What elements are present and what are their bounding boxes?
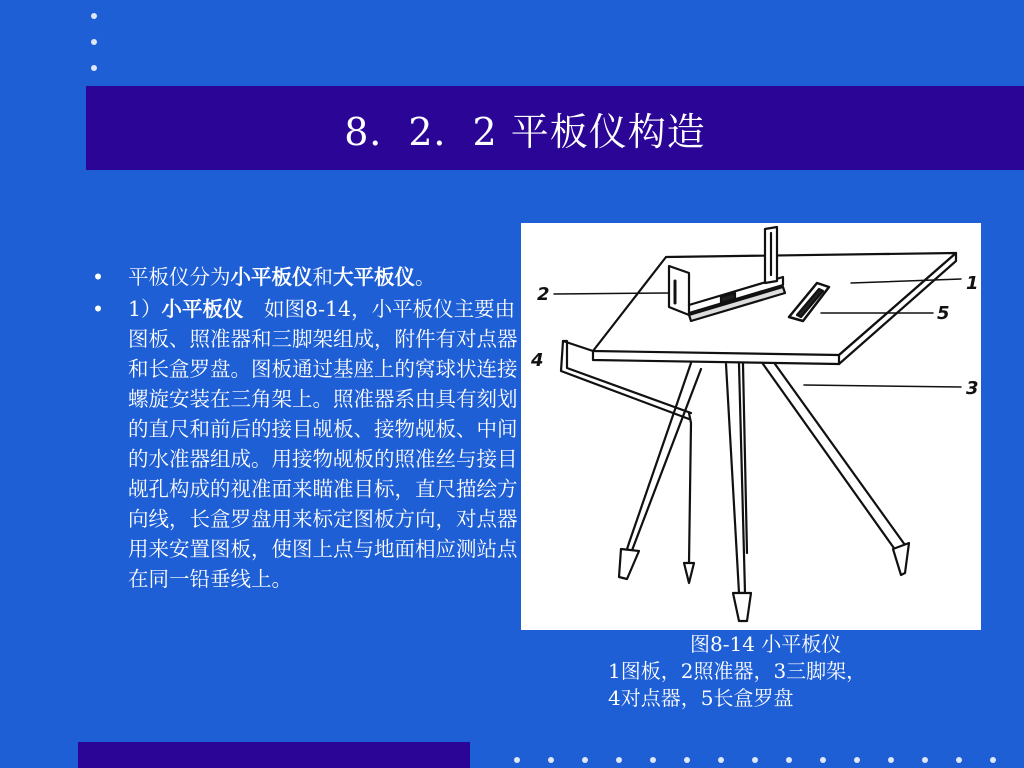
plumb-line: [689, 413, 691, 563]
plumb-bob: [684, 563, 694, 583]
caption-title: 图8-14 小平板仪: [690, 632, 842, 656]
decor-dot: [91, 39, 97, 45]
bullet-text: 和: [312, 265, 333, 289]
decor-dot: [990, 757, 996, 763]
plane-table-illustration: [521, 223, 981, 630]
bullet-item: [88, 262, 518, 292]
decor-dot: [718, 757, 724, 763]
bullet-emphasis: 小平板仪: [230, 265, 313, 289]
bullet-emphasis: 大平板仪: [333, 265, 415, 289]
bullet-text: 平板仪分为: [128, 265, 231, 289]
decor-dot: [854, 757, 860, 763]
figure-caption: [560, 631, 940, 712]
tripod-shoe-right: [893, 543, 909, 575]
decor-dot: [684, 757, 690, 763]
bullet-emphasis: 小平板仪: [161, 297, 244, 321]
tripod-shoe-left: [619, 549, 639, 579]
decor-dot: [514, 757, 520, 763]
decor-dot: [956, 757, 962, 763]
tripod-leg-center: [726, 364, 745, 593]
decor-dot: [786, 757, 792, 763]
figure-label-1: 1: [966, 273, 979, 294]
tripod-shoe-center: [733, 593, 751, 621]
title-bar: [86, 86, 1024, 170]
bullet-marker: •: [91, 265, 105, 289]
figure-label-3: 3: [966, 378, 979, 399]
figure-plane-table: [521, 223, 981, 630]
decor-dot: [752, 757, 758, 763]
bullet-item: [88, 294, 518, 594]
decor-dot: [548, 757, 554, 763]
figure-label-4: 4: [531, 350, 544, 371]
alidade-vane-rear: [669, 266, 689, 315]
figure-label-2: 2: [537, 284, 550, 305]
decor-dot: [922, 757, 928, 763]
bullet-text: 1）: [128, 297, 162, 321]
footer-bar: [78, 742, 470, 768]
decor-dot: [650, 757, 656, 763]
decor-dot: [820, 757, 826, 763]
slide-title: 8．2．2 平板仪构造: [344, 109, 706, 154]
decor-dot: [91, 65, 97, 71]
caption-legend-2: 4对点器，5长盒罗盘: [608, 686, 794, 710]
bullet-text: 。: [415, 265, 436, 289]
caption-legend-1: 1图板，2照准器，3三脚架，: [608, 659, 867, 683]
leader-3: [804, 385, 961, 387]
decor-dot: [888, 757, 894, 763]
bullet-marker: •: [91, 297, 105, 321]
leader-2: [554, 293, 669, 294]
decor-dot: [616, 757, 622, 763]
figure-label-5: 5: [937, 303, 950, 324]
decor-dot: [582, 757, 588, 763]
tripod-leg-right: [763, 364, 905, 551]
decor-dot: [91, 13, 97, 19]
bullet-list: [88, 262, 518, 596]
bullet-text: 如图8-14，小平板仪主要由图板、照准器和三脚架组成，附件有对点器和长盒罗盘。图板通过基座上的窝球状连接螺旋安装在三角架上。照准器系由具有刻划的直尺和前后的接目觇板、接物觇板、中间的水准器组成。用接物觇板的照准丝与接目觇孔构成的视准面来瞄准目标，直尺描绘方向线，长盒罗盘用来标定图板方向，对点器用来安置图板，使图上点与地面相应测站点在同一铅垂线上。: [128, 297, 518, 591]
